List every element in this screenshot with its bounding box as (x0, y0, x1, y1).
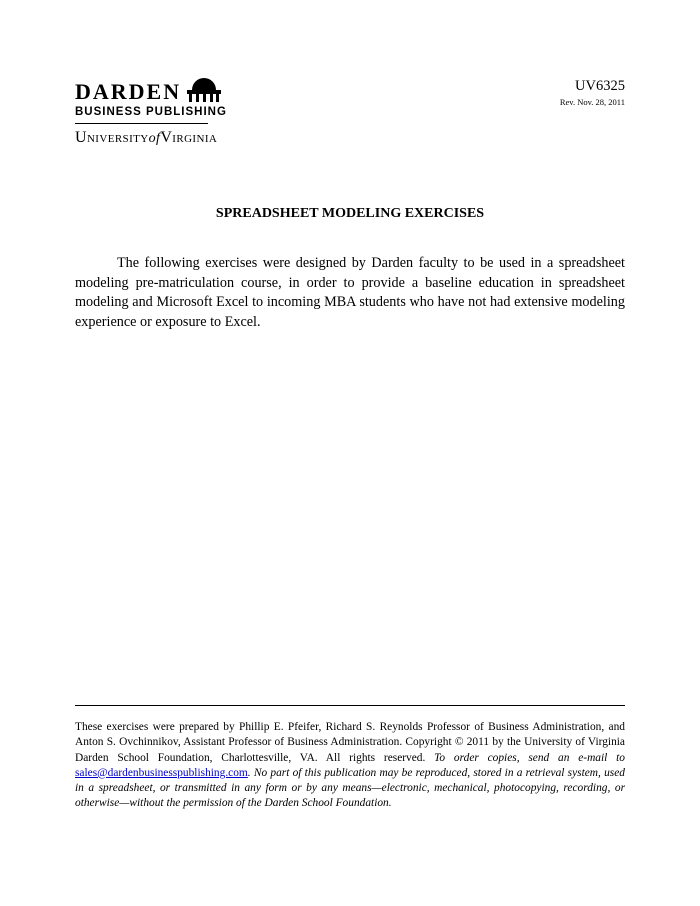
footnote-section (75, 705, 625, 812)
logo-subtitle: BUSINESS PUBLISHING (75, 106, 227, 118)
intro-paragraph: The following exercises were designed by Darden faculty to be used in a spreadsheet modeling pre-matriculation course, in order to provide a baseline education in spreadsheet modeling and Microsoft Excel to incoming MBA students who have not had extensive modeling experience or exposure to Excel. (75, 255, 625, 330)
footnote-divider (75, 705, 625, 706)
copyright-footnote (75, 720, 625, 812)
logo-university-suffix: Virginia (160, 129, 218, 146)
footnote-text-part2: . No part of this publication may be reproduced, stored in a retrieval system, used in a spreadsheet, or transmitted in any form or by any means—electronic, mechanical, photocopying, recording, or otherwise—without the permission of the Darden School Foundation. (75, 766, 625, 810)
document-meta (560, 78, 625, 109)
logo-wordmark-row (75, 78, 305, 103)
logo-wordmark: DARDEN (75, 79, 182, 104)
logo-divider (75, 123, 208, 124)
document-number: UV6325 (575, 78, 625, 94)
darden-logo (75, 78, 305, 147)
document-content (75, 78, 625, 332)
document-revision-date: Rev. Nov. 28, 2011 (559, 97, 625, 107)
logo-university-of: of (148, 131, 161, 146)
footnote-text-part1: These exercises were prepared by Phillip E. Pfeifer, Richard S. Reynolds Professor of Business Administration, and Anton S. Ovchinnikov, Assistant Professor of Business Administration. Copyright © 2011 by the University of Virginia Darden School Foundation, Charlottesville, VA. All rights reserved. (75, 721, 625, 764)
page-title: SPREADSHEET MODELING EXERCISES (215, 206, 485, 221)
rotunda-pavilion-icon (187, 78, 221, 102)
footnote-order-copies-text: To order copies, send an e-mail to (434, 751, 625, 764)
logo-university-prefix: University (75, 129, 149, 146)
logo-university (75, 129, 305, 147)
sales-email-link[interactable]: sales@dardenbusinesspublishing.com (75, 766, 248, 779)
document-header (75, 78, 625, 150)
